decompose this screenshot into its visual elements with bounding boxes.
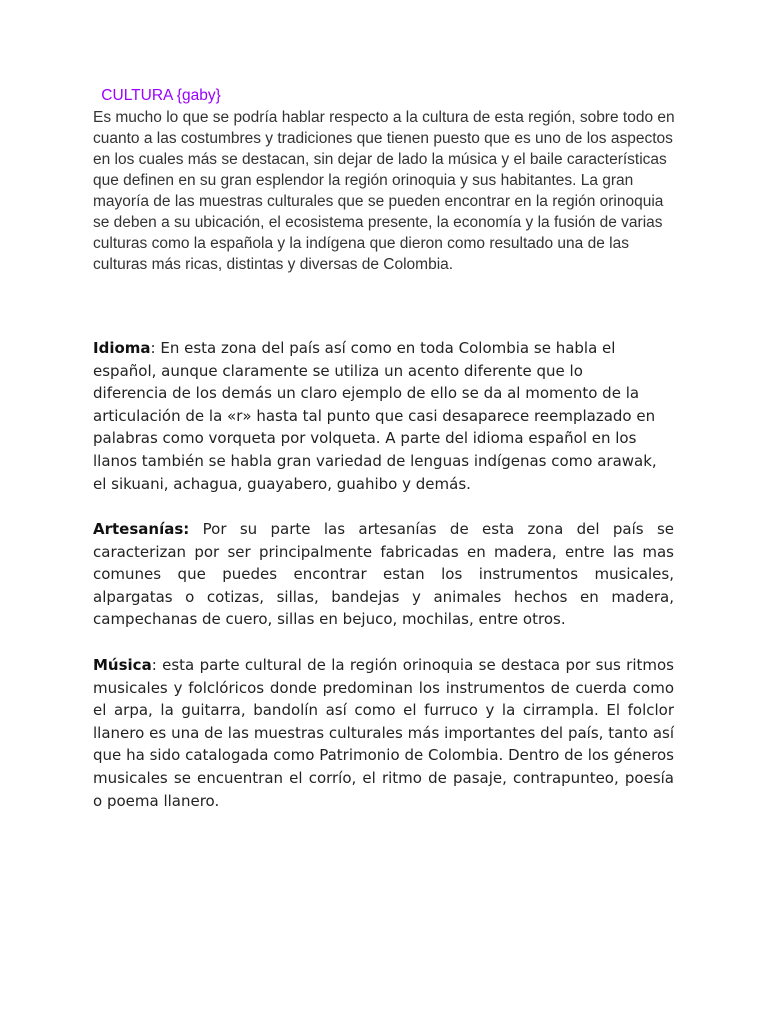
section-artesanias-label: Artesanías:: [93, 520, 190, 538]
document-title: CULTURA {gaby}: [97, 87, 221, 104]
section-musica-text: : esta parte cultural de la región orinoquia se destaca por sus ritmos musicales y folclóricos donde predominan los instrumentos de cuerda como el arpa, la guitarra, bandolín así como el furruco y la cirrampla. El folclor llanero es una de las muestras culturales más importantes del país, tanto así que ha sido catalogada como Patrimonio de Colombia. Dentro de los géneros musicales se encuentran el corrío, el ritmo de pasaje, contrapunteo, poesía o poema llanero.: [93, 656, 674, 810]
intro-paragraph: Es mucho lo que se podría hablar respecto a la cultura de esta región, sobre todo en cuanto a las costumbres y tradiciones que tienen puesto que es uno de los aspectos en los cuales más se destacan, sin dejar de lado la música y el baile características que definen en su gran esplendor la región orinoquia y sus habitantes. La gran mayoría de las muestras culturales que se pueden encontrar en la región orinoquia se deben a su ubicación, el ecosistema presente, la economía y la fusión de varias culturas como la española y la indígena que dieron como resultado una de las culturas más ricas, distintas y diversas de Colombia.: [93, 109, 675, 273]
section-artesanias: [93, 518, 674, 631]
section-idioma-label: Idioma: [93, 339, 151, 357]
section-artesanias-text: Por su parte las artesanías de esta zona del país se caracterizan por ser principalmente fabricadas en madera, entre las mas comunes que puedes encontrar estan los instrumentos musicales, alpargatas o cotizas, sillas, bandejas y animales hechos en madera, campechanas de cuero, sillas en bejuco, mochilas, entre otros.: [93, 520, 674, 629]
section-musica: [93, 654, 674, 812]
section-musica-label: Música: [93, 656, 152, 674]
section-idioma: [93, 337, 658, 495]
section-idioma-text: : En esta zona del país así como en toda Colombia se habla el español, aunque claramente se utiliza un acento diferente que lo diferencia de los demás un claro ejemplo de ello se da al momento de la articulación de la «r» hasta tal punto que casi desaparece reemplazado en palabras como vorqueta por volqueta. A parte del idioma español en los llanos también se habla gran variedad de lenguas indígenas como arawak, el sikuani, achagua, guayabero, guahibo y demás.: [93, 339, 657, 493]
